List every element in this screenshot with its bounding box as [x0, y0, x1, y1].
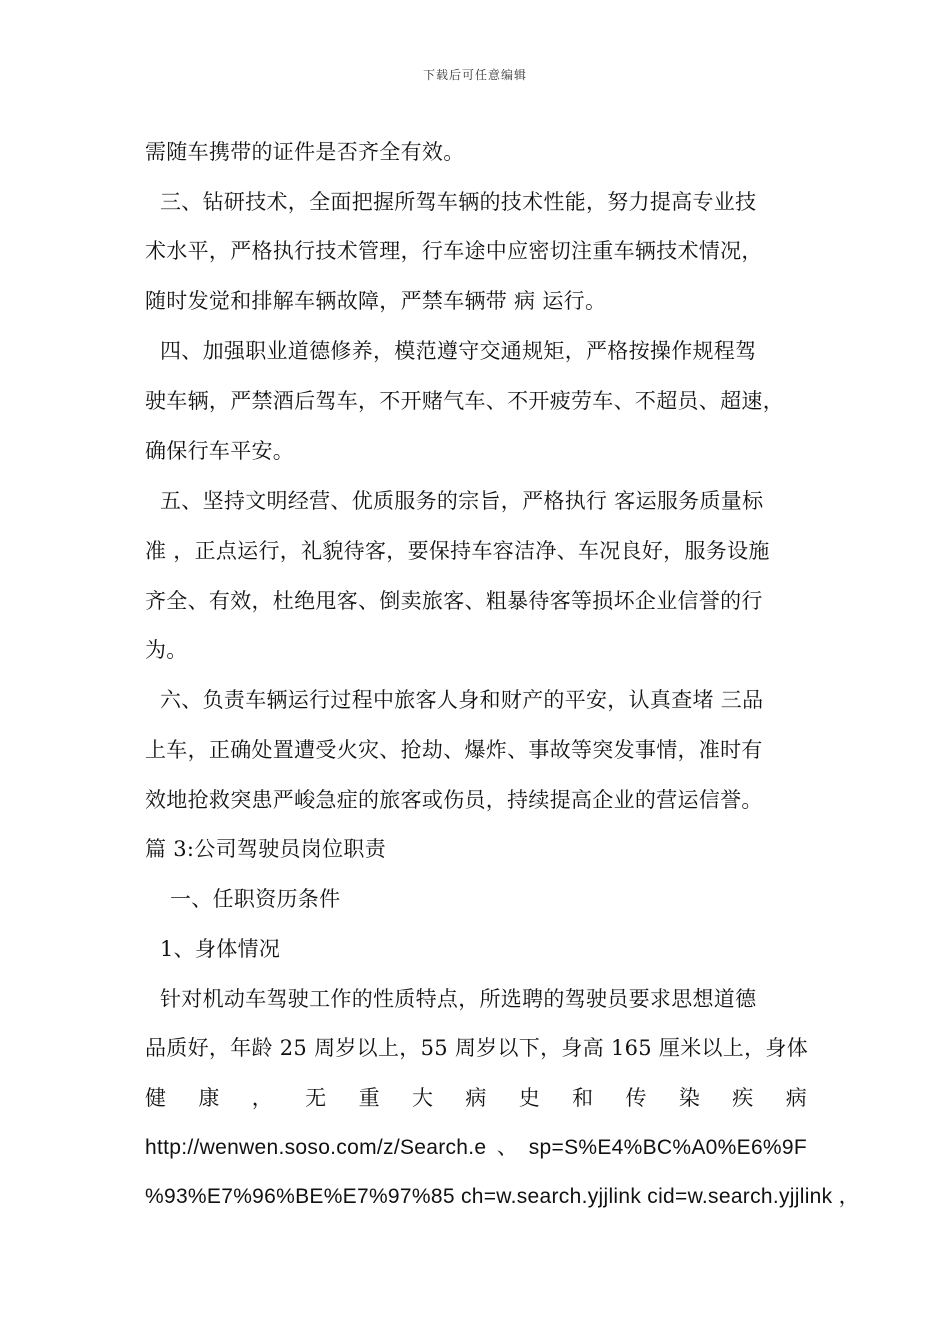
paragraph-line: 准 ，正点运行，礼貌待客，要保持车容洁净、车况良好，服务设施	[145, 539, 770, 563]
char: 大	[411, 1086, 434, 1110]
paragraph-line: 三、钻研技术，全面把握所驾车辆的技术性能，努力提高专业技	[160, 190, 757, 214]
char: 健	[145, 1086, 167, 1110]
url-line	[145, 1131, 807, 1165]
char: 史	[518, 1086, 541, 1110]
subsection-heading: 1、身体情况	[160, 937, 281, 961]
char: 康	[198, 1086, 220, 1110]
url-segment: sp=S%E4%BC%A0%E6%9F	[528, 1136, 807, 1159]
paragraph-line: 确保行车平安。	[145, 439, 295, 463]
char: 疾	[732, 1086, 754, 1110]
paragraph-line: 随时发觉和排解车辆故障，严禁车辆带 病 运行。	[145, 289, 607, 313]
paragraph-line: 驶车辆，严禁酒后驾车，不开赌气车、不开疲劳车、不超员、超速，	[145, 389, 784, 413]
paragraph-line: 术水平，严格执行技术管理，行车途中应密切注重车辆技术情况，	[145, 239, 763, 263]
header-note: 下载后可任意编辑	[422, 68, 527, 82]
section-heading: 篇 3:公司驾驶员岗位职责	[145, 837, 387, 861]
char: 无	[305, 1086, 327, 1110]
paragraph-line: 品质好，年龄 25 周岁以上，55 周岁以下，身高 165 厘米以上，身体	[145, 1036, 808, 1060]
paragraph-line: 四、加强职业道德修养，模范遵守交通规矩，严格按操作规程驾	[160, 339, 757, 363]
paragraph-line: 上车，正确处置遭受火灾、抢劫、爆炸、事故等突发事情，准时有	[145, 738, 763, 762]
paragraph-line: 五、坚持文明经营、优质服务的宗旨，严格执行 客运服务质量标	[160, 489, 764, 513]
paragraph-line: 六、负责车辆运行过程中旅客人身和财产的平安，认真查堵 三品	[160, 688, 764, 712]
url-separator: 、	[496, 1136, 519, 1159]
paragraph-line: 针对机动车驾驶工作的性质特点，所选聘的驾驶员要求思想道德	[160, 987, 757, 1011]
char: 传	[625, 1086, 647, 1110]
paragraph-line: 齐全、有效，杜绝甩客、倒卖旅客、粗暴待客等损坏企业信誉的行	[145, 589, 763, 613]
char: 重	[358, 1086, 380, 1110]
paragraph-line: 需随车携带的证件是否齐全有效。	[145, 140, 465, 164]
char: 和	[572, 1086, 594, 1110]
url-segment: http://wenwen.soso.com/z/Search.e	[145, 1136, 487, 1159]
paragraph-line: 效地抢救突患严峻急症的旅客或伤员，持续提高企业的营运信誉。	[145, 788, 763, 812]
char: 染	[678, 1086, 701, 1110]
url-line: %93%E7%96%BE%E7%97%85 ch=w.search.yjjlink cid=w.search.yjjlink ，	[145, 1185, 860, 1208]
char: 病	[465, 1086, 487, 1110]
paragraph-line: 为。	[145, 638, 188, 662]
char: 病	[785, 1086, 807, 1110]
subsection-heading: 一、任职资历条件	[170, 887, 341, 911]
char: ，	[251, 1086, 274, 1110]
justified-line	[145, 1081, 807, 1115]
